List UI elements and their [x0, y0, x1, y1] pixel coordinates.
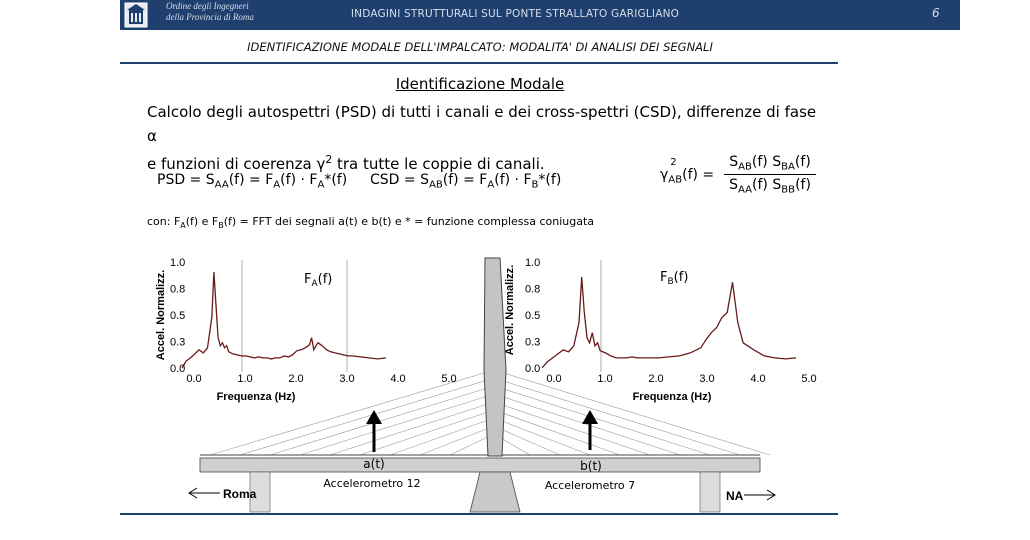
- sensor-b: [545, 410, 635, 492]
- num-a-sub: AB: [738, 161, 752, 173]
- coherence-fraction: [724, 154, 816, 195]
- bottom-divider: [120, 513, 838, 515]
- slide-subtitle: IDENTIFICAZIONE MODALE DELL'IMPALCATO: MODALITA' DI ANALISI DEI SEGNALI: [247, 40, 713, 54]
- psd-end: *(f): [324, 172, 348, 188]
- intro-line2-text-a: e funzioni di coerenza: [147, 154, 317, 173]
- num-end: (f): [794, 154, 811, 170]
- chart-fa-ylabel: Accel. Normalizz.: [155, 269, 167, 361]
- header-title: INDAGINI STRUTTURALI SUL PONTE STRALLATO GARIGLIANO: [350, 8, 680, 20]
- gamma-exponent: 2: [325, 153, 333, 166]
- fb-label-sub: B: [667, 277, 674, 287]
- stay-cable: [360, 410, 494, 455]
- coh-eq: (f) =: [682, 167, 715, 183]
- sensor-b-arrow-icon: [582, 410, 598, 424]
- psd-sub: AA: [214, 179, 229, 191]
- top-divider: [120, 62, 838, 64]
- den-a: S: [729, 176, 738, 193]
- note-p3: (f) = FFT dei segnali a(t) e b(t) e * = funzione complessa coniugata: [223, 215, 595, 228]
- csd-b: B: [531, 179, 539, 191]
- pier-right: [700, 472, 720, 512]
- chart-fb: [504, 257, 817, 403]
- coh-gamma: γ: [660, 167, 669, 183]
- fa-label-main: F: [304, 272, 312, 287]
- bridge-spectra-figure: [150, 250, 817, 520]
- num-mid: (f) S: [751, 154, 782, 170]
- chart-fb-bg: [542, 258, 797, 376]
- chart-fb-ytick: 1.0: [525, 257, 541, 269]
- stay-cable: [270, 386, 494, 455]
- den-mid: (f) S: [752, 176, 782, 193]
- chart-fa-ytick: 0.3: [170, 336, 186, 349]
- chart-fa-xtick: 0.0: [186, 373, 202, 385]
- coh-sub: AB: [668, 174, 683, 186]
- chart-fa-xtick: 4.0: [390, 373, 406, 385]
- stay-cable: [494, 370, 770, 455]
- org-name-line2: della Provincia di Roma: [166, 12, 254, 22]
- chart-fa-ytick: 1.0: [170, 257, 186, 269]
- intro-line2-text-b: tra tutte le coppie di canali.: [332, 154, 545, 173]
- chart-fa-xtick: 5.0: [441, 373, 457, 385]
- bridge-deck: [200, 458, 760, 472]
- direction-right: [726, 489, 775, 503]
- csd-lhs: CSD = S: [370, 172, 429, 188]
- den-a-sub: AA: [737, 184, 753, 196]
- sensor-a-arrow-icon: [366, 410, 382, 424]
- csd-dot: (f) · F: [494, 172, 532, 188]
- den-end: (f): [795, 176, 811, 193]
- chart-fb-ytick: 0.8: [525, 283, 541, 296]
- sensor-b-label: b(t): [580, 459, 602, 473]
- chart-fb-xtick: 0.0: [546, 373, 562, 385]
- csd-sub: AB: [428, 179, 443, 191]
- org-name-line1: Ordine degli Ingegneri: [166, 1, 249, 11]
- note-p2: (f) e F: [185, 215, 219, 228]
- intro-line1: [147, 100, 827, 148]
- psd-mid: (f) = F: [228, 172, 274, 188]
- fa-label-sub: A: [311, 279, 318, 289]
- coherence-lhs: [660, 157, 715, 186]
- stay-cable: [494, 378, 740, 455]
- sensor-b-name: Accelerometro 7: [544, 479, 636, 492]
- num-b-sub: BA: [781, 161, 795, 173]
- page-number: 6: [932, 6, 940, 20]
- fb-label-end: (f): [673, 270, 689, 285]
- coh-sup: 2: [670, 157, 677, 168]
- chart-fa-ytick: 0.5: [170, 310, 186, 322]
- csd-mid: (f) = F: [442, 172, 488, 188]
- stay-cable: [240, 378, 494, 455]
- csd-a: A: [487, 179, 495, 191]
- chart-fa-ytick: 0.8: [170, 283, 186, 296]
- chart-fb-xtick: 4.0: [750, 373, 766, 385]
- chart-fa-xtick: 3.0: [339, 373, 355, 385]
- pylon-base: [470, 472, 520, 512]
- stay-cable: [494, 410, 620, 455]
- stay-cable: [390, 418, 494, 455]
- note-p1: con: F: [147, 215, 181, 228]
- direction-left-label: Roma: [223, 487, 257, 501]
- fa-label-end: (f): [317, 272, 333, 287]
- direction-left: [189, 487, 257, 501]
- chart-fb-yticks: [525, 257, 540, 375]
- section-title: Identificazione Modale: [395, 75, 565, 93]
- fb-label-main: F: [660, 270, 668, 285]
- chart-fb-xtick: 1.0: [597, 373, 613, 385]
- bridge-pylon: [484, 258, 506, 456]
- stay-cable: [494, 418, 590, 455]
- chart-fa-ytick: 0.0: [170, 363, 186, 375]
- chart-fb-series-label: [660, 270, 688, 287]
- chart-fb-ytick: 0.3: [525, 336, 541, 349]
- sensor-a: [323, 410, 420, 490]
- intro-line1-text: Calcolo degli autospettri (PSD) di tutti i canali e dei cross-spettri (CSD), differenze di fase: [147, 103, 817, 121]
- stay-cable: [300, 394, 494, 455]
- direction-right-label: NA: [726, 489, 744, 503]
- sensor-a-label: a(t): [363, 457, 385, 471]
- stay-cable: [494, 394, 680, 455]
- psd-a2: A: [317, 179, 325, 191]
- sensor-a-name: Accelerometro 12: [323, 477, 421, 490]
- note-s1: A: [180, 220, 186, 230]
- csd-end: *(f): [538, 172, 562, 188]
- chart-fa-series-label: [304, 272, 332, 289]
- fft-note: [147, 215, 594, 230]
- chart-fa-xtick: 2.0: [288, 373, 304, 385]
- psd-dot: (f) · F: [280, 172, 318, 188]
- chart-fb-xtick: 3.0: [699, 373, 715, 385]
- chart-fa-xlabel: Frequenza (Hz): [216, 391, 296, 403]
- psd-a: A: [273, 179, 281, 191]
- gamma-symbol: γ: [316, 154, 326, 173]
- num-a: S: [729, 154, 739, 170]
- chart-fb-ylabel: Accel. Normalizz.: [504, 264, 516, 356]
- den-b-sub: BB: [781, 184, 796, 196]
- chart-fb-xtick: 2.0: [648, 373, 664, 385]
- coh-denominator: [724, 175, 816, 196]
- psd-lhs: PSD = S: [157, 172, 215, 188]
- chart-fb-xtick: 5.0: [801, 373, 817, 385]
- chart-fa: [155, 257, 457, 403]
- alpha-symbol: α: [147, 127, 157, 145]
- coh-numerator: [724, 154, 816, 175]
- csd-formula: [370, 172, 561, 191]
- chart-fb-ytick: 0.0: [525, 363, 541, 375]
- psd-formula: [157, 172, 347, 191]
- chart-fb-xlabel: Frequenza (Hz): [632, 391, 712, 403]
- note-s2: B: [218, 220, 224, 230]
- chart-fa-xtick: 1.0: [237, 373, 253, 385]
- chart-fb-ytick: 0.5: [525, 310, 541, 322]
